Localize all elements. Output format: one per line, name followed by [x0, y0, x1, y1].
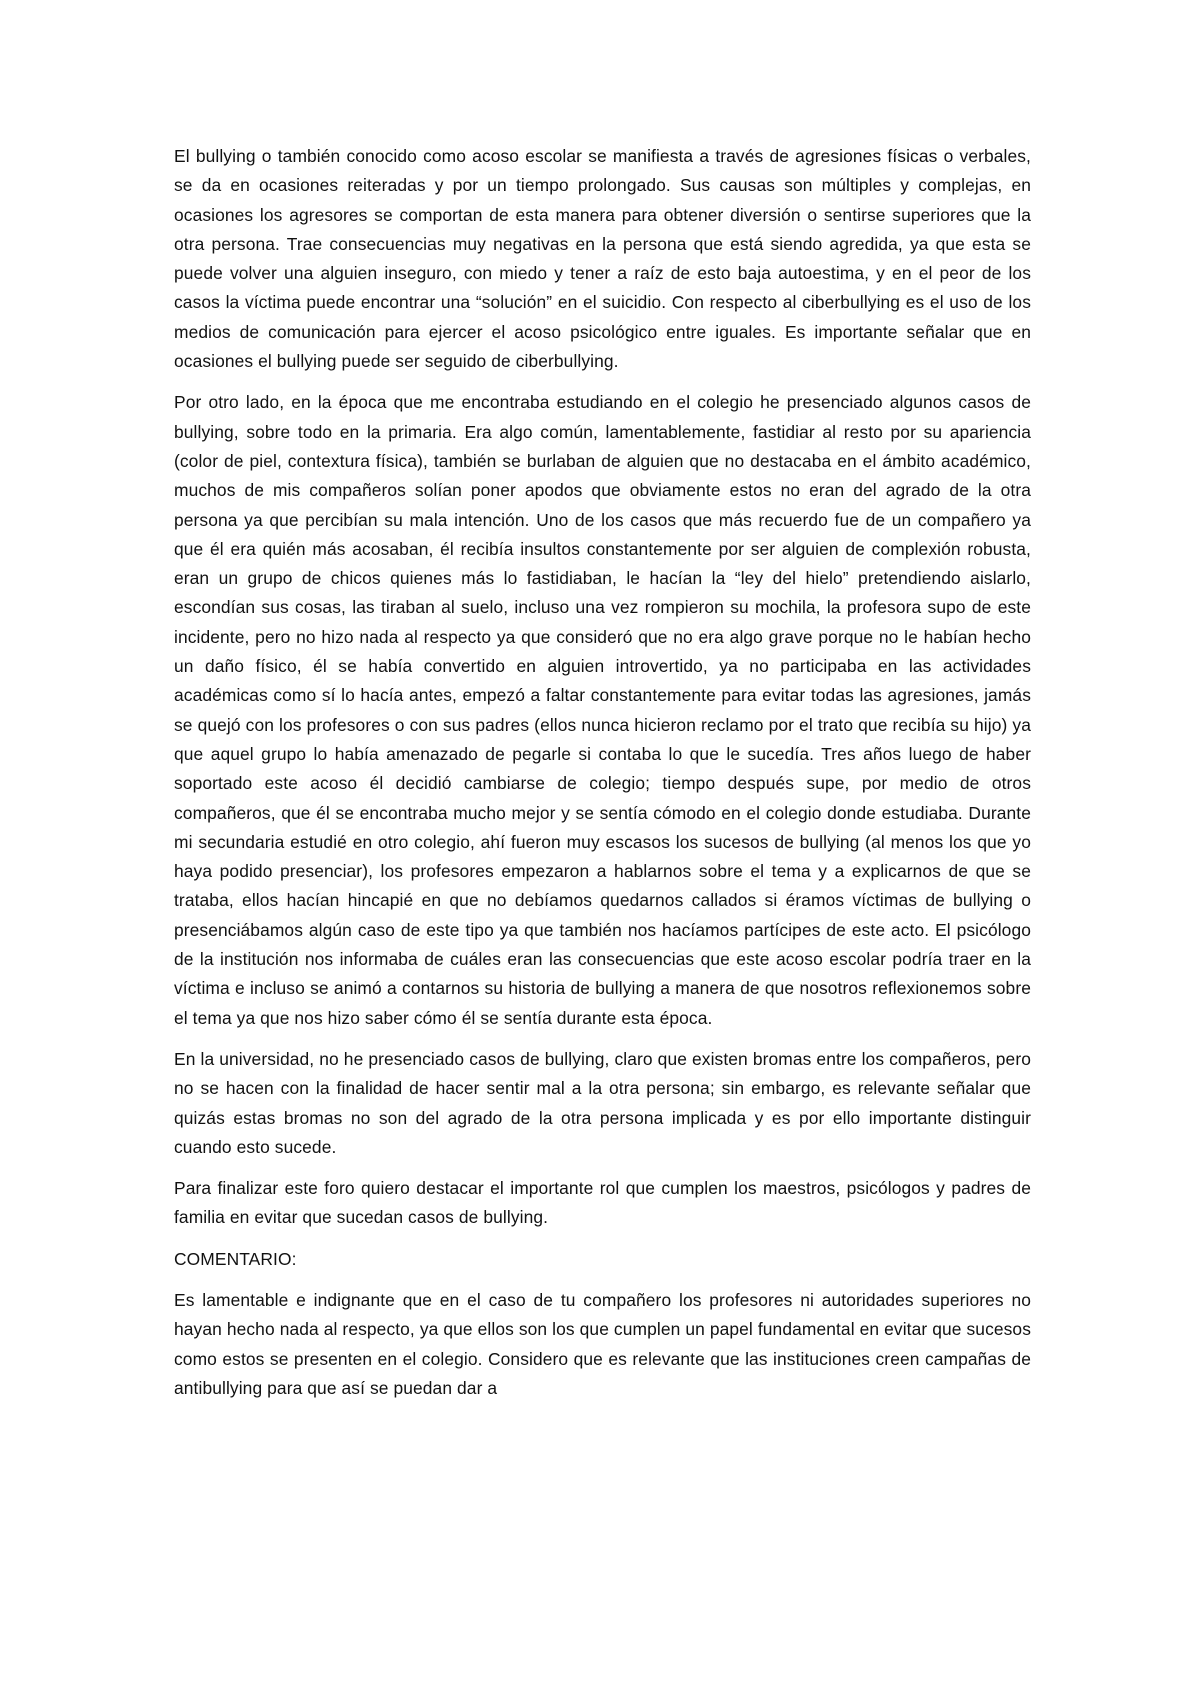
comment-paragraph: Es lamentable e indignante que en el caso de tu compañero los profesores ni autoridades superiores no hayan hecho nada al respecto, ya que ellos son los que cumplen un papel fundamental en evitar que sucesos como estos se presenten en el colegio. Considero que es relevante que las instituciones creen campañas de antibullying para que así se puedan dar a	[174, 1289, 1031, 1398]
paragraph-university: En la universidad, no he presenciado casos de bullying, claro que existen bromas entre los compañeros, pero no se hacen con la finalidad de hacer sentir mal a la otra persona; sin embargo, es relevante señalar que quizás estas bromas no son del agrado de la otra persona implicada y es por ello importante distinguir cuando esto sucede.	[174, 1048, 1031, 1157]
paragraph-conclusion: Para finalizar este foro quiero destacar el importante rol que cumplen los maestros, psicólogos y padres de familia en evitar que sucedan casos de bullying.	[174, 1178, 1031, 1228]
comment-heading: COMENTARIO:	[174, 1248, 297, 1269]
document-body	[174, 142, 1031, 1415]
paragraph-school-experience: Por otro lado, en la época que me encontraba estudiando en el colegio he presenciado algunos casos de bullying, sobre todo en la primaria. Era algo común, lamentablemente, fastidiar al resto por su apariencia (color de piel, contextura física), también se burlaban de alguien que no destacaba en el ámbito académico, muchos de mis compañeros solían poner apodos que obviamente estos no eran del agrado de la otra persona ya que percibían su mala intención. Uno de los casos que más recuerdo fue de un compañero ya que él era quién más acosaban, él recibía insultos constantemente por ser alguien de complexión robusta, eran un grupo de chicos quienes más lo fastidiaban, le hacían la “ley del hielo” pretendiendo aislarlo, escondían sus cosas, las tiraban al suelo, incluso una vez rompieron su mochila, la profesora supo de este incidente, pero no hizo nada al respecto ya que consideró que no era algo grave porque no le habían hecho un daño físico, él se había convertido en alguien introvertido, ya no participaba en las actividades académicas como sí lo hacía antes, empezó a faltar constantemente para evitar todas las agresiones, jamás se quejó con los profesores o con sus padres (ellos nunca hicieron reclamo por el trato que recibía su hijo) ya que aquel grupo lo había amenazado de pegarle si contaba lo que le sucedía. Tres años luego de haber soportado este acoso él decidió cambiarse de colegio; tiempo después supe, por medio de otros compañeros, que él se encontraba mucho mejor y se sentía cómodo en el colegio donde estudiaba. Durante mi secundaria estudié en otro colegio, ahí fueron muy escasos los sucesos de bullying (al menos los que yo haya podido presenciar), los profesores empezaron a hablarnos sobre el tema y a explicarnos de que se trataba, ellos hacían hincapié en que no debíamos quedarnos callados si éramos víctimas de bullying o presenciábamos algún caso de este tipo ya que también nos hacíamos partícipes de este acto. El psicólogo de la institución nos informaba de cuáles eran las consecuencias que este acoso escolar podría traer en la víctima e incluso se animó a contarnos su historia de bullying a manera de que nosotros reflexionemos sobre el tema ya que nos hizo saber cómo él se sentía durante esta época.	[174, 392, 1031, 1028]
paragraph-intro: El bullying o también conocido como acoso escolar se manifiesta a través de agresiones físicas o verbales, se da en ocasiones reiteradas y por un tiempo prolongado. Sus causas son múltiples y complejas, en ocasiones los agresores se comportan de esta manera para obtener diversión o sentirse superiores que la otra persona. Trae consecuencias muy negativas en la persona que está siendo agredida, ya que esta se puede volver una alguien inseguro, con miedo y tener a raíz de esto baja autoestima, y en el peor de los casos la víctima puede encontrar una “solución” en el suicidio. Con respecto al ciberbullying es el uso de los medios de comunicación para ejercer el acoso psicológico entre iguales. Es importante señalar que en ocasiones el bullying puede ser seguido de ciberbullying.	[174, 146, 1031, 372]
